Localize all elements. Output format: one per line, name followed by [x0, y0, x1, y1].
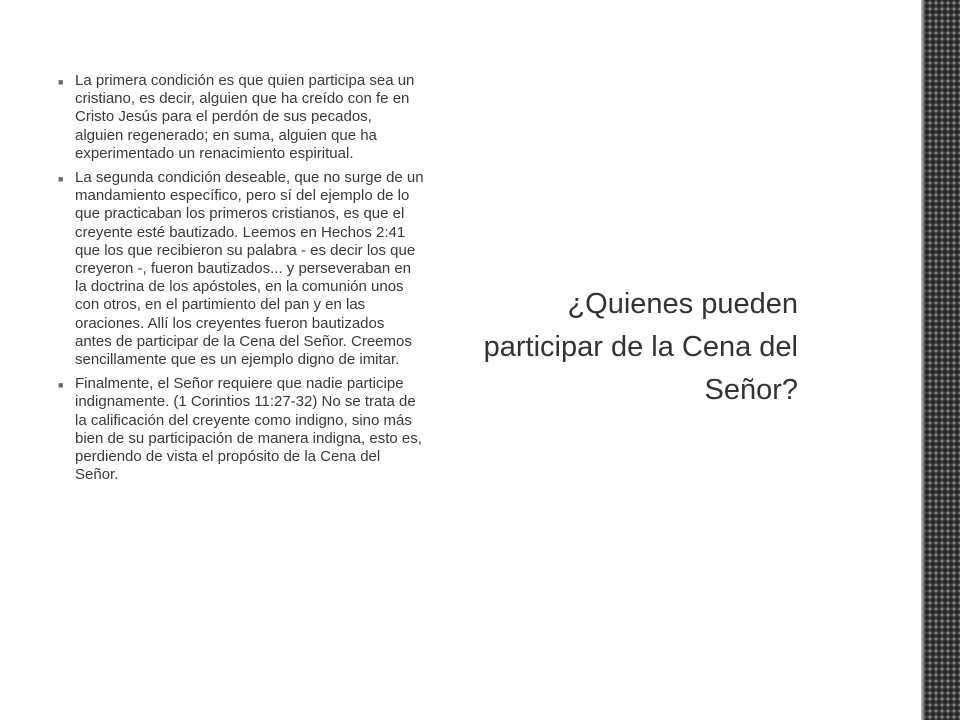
slide-title: ¿Quienes pueden participar de la Cena del Señor?	[483, 288, 798, 406]
square-bullet-icon: ■	[58, 174, 64, 185]
bullet-text: La segunda condición deseable, que no surge de un mandamiento específico, pero sí del ejemplo de lo que practicaban los primeros cristianos, es que el creyente esté bautizado. Leemos en Hechos 2:41 que los que recibieron su palabra - es decir los que creyeron -, fueron bautizados... y perseveraban en la doctrina de los apóstoles, en la comunión unos con otros, en el partimiento del pan y en las oraciones. Allí los creyentes fueron bautizados antes de participar de la Cena del Señor. Creemos sencillamente que es un ejemplo digno de imitar.	[75, 169, 424, 369]
texture-pattern	[921, 0, 960, 720]
bullet-text: Finalmente, el Señor requiere que nadie participe indignamente. (1 Corintios 11:27-32) No se trata de la calificación del creyente como indigno, sino más bien de su participación de manera indigna, esto es, perdiendo de vista el propósito de la Cena del Señor.	[75, 375, 422, 484]
square-bullet-icon: ■	[58, 380, 64, 391]
bullet-item	[58, 72, 424, 163]
bullet-list	[58, 72, 424, 490]
decorative-right-border	[921, 0, 960, 720]
square-bullet-icon: ■	[58, 77, 64, 87]
bullet-text: La primera condición es que quien participa sea un cristiano, es decir, alguien que ha creído con fe en Cristo Jesús para el perdón de sus pecados, alguien regenerado; en suma, alguien que ha experimentado un renacimiento espiritual.	[75, 72, 415, 162]
bullet-item	[58, 169, 424, 369]
border-edge	[921, 0, 925, 720]
bullet-item	[58, 375, 424, 484]
